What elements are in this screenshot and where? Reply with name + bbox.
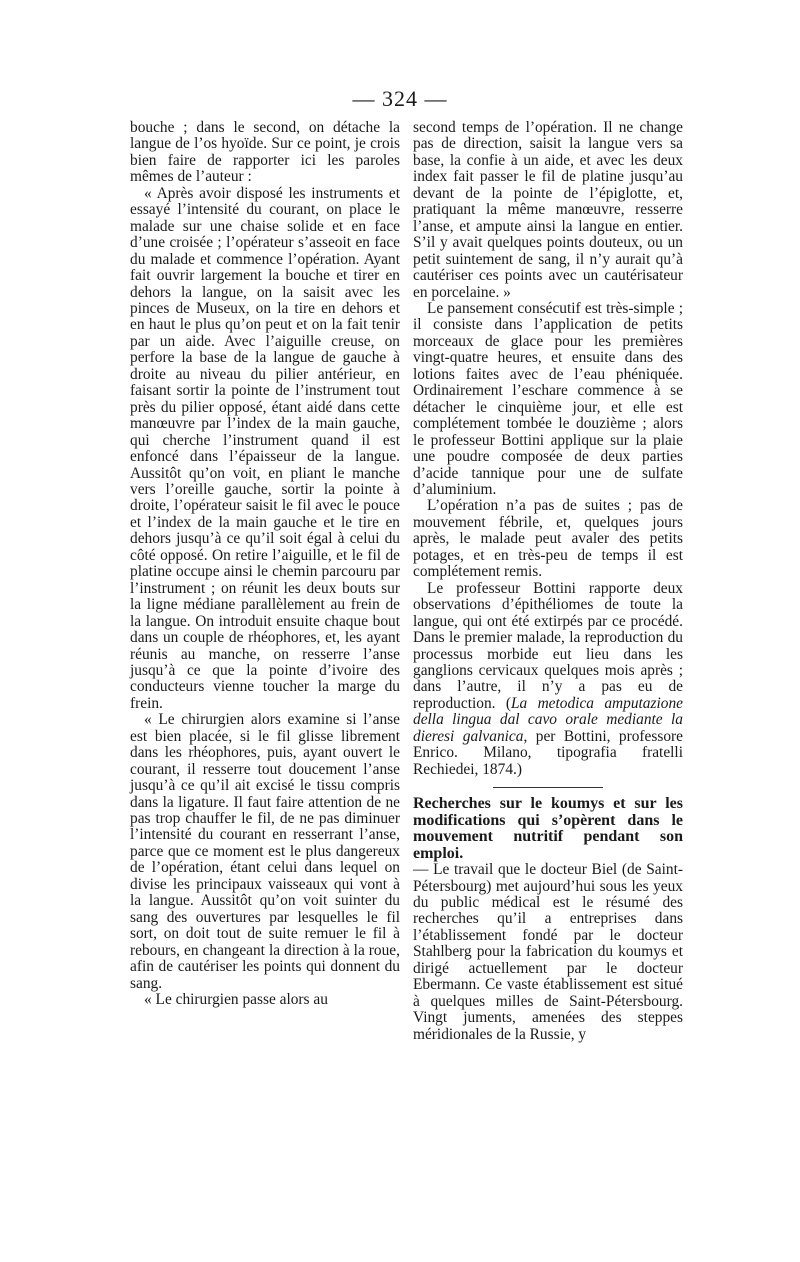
paragraph-text: Le professeur Bottini rapporte deux observations d’épithéliomes de toute la langue, qui ont été extirpés par ce procédé. Dans le premier malade, la reproduction du processus morbide eut lieu dans les ganglions cervicaux quelques mois après ; dans l’autre, il n’y a pas eu de reproduction. ( (413, 579, 683, 712)
left-column (130, 120, 400, 1008)
paragraph: Le pansement consécutif est très-simple ; il consiste dans l’application de petits morceaux de glace pour les premières vingt-quatre heures, et ensuite dans des lotions faites avec de l’eau phéniquée. Ordinairement l’eschare commence à se détacher le cinquième jour, et elle est complétement tombée le douzième ; alors le professeur Bottini applique sur la plaie une poudre composée de deux parties d’acide tannique pour une de sulfate d’aluminium. (413, 299, 683, 498)
section-heading: Recherches sur le koumys et sur les modifications qui s’opèrent dans le mouvement nutritif pendant son emploi. (413, 795, 683, 862)
paragraph: L’opération n’a pas de suites ; pas de mouvement fébrile, et, quelques jours après, le malade peut avaler des petits potages, et en très-peu de temps il est complétement remis. (413, 497, 683, 581)
paragraph-with-citation (413, 581, 683, 778)
page-number: — 324 — (352, 86, 448, 111)
paragraph: — Le travail que le docteur Biel (de Saint-Pétersbourg) met aujourd’hui sous les yeux du public médical est le résumé des recherches qu’il a entreprises dans l’établissement fondé par le docteur Stahlberg pour la fabrication du koumys et dirigé actuellement par le docteur Ebermann. Ce vaste établissement est situé à quelques milles de Saint-Pétersbourg. Vingt juments, amenées des steppes méridionales de la Russie, y (413, 861, 683, 1043)
paragraph: « Après avoir disposé les instruments et essayé l’intensité du courant, on place le malade sur une chaise solide et en face d’une croisée ; l’opérateur s’asseoit en face du malade et commence l’opération. Ayant fait ouvrir largement la bouche et tirer en dehors la langue, on la saisit avec les pinces de Museux, on la tire en dehors et en haut le plus qu’on peut et on la fait tenir par un aide. Avec l’aiguille creuse, on perfore la base de la langue de gauche à droite au niveau du pilier antérieur, en faisant sortir la pointe de l’instrument tout près du pilier opposé, étant aidé dans cette manœuvre par l’index de la main gauche, qui cherche l’instrument quand il est enfoncé dans l’épaisseur de la langue. Aussitôt qu’on voit, en pliant le manche vers l’oreille gauche, sortir la pointe à droite, l’opérateur saisit le fil avec le pouce et l’index de la main gauche et le tire en dehors jusqu’à ce qu’il soit égal à celui du côté opposé. On retire l’aiguille, et le fil de platine occupe ainsi le chemin parcouru par l’instrument ; on réunit les deux bouts sur la ligne médiane parallèlement au frein de la langue. On introduit ensuite chaque bout dans un couple de rhéophores, et, les ayant réunis au manche, on resserre l’anse jusqu’à ce que la pointe d’ivoire des conducteurs vienne toucher la marge du frein. (130, 184, 400, 712)
paragraph: bouche ; dans le second, on détache la langue de l’os hyoïde. Sur ce point, je crois bien faire de rapporter ici les paroles mêmes de l’auteur : (130, 119, 400, 186)
right-column (413, 120, 683, 1043)
paragraph: « Le chirurgien passe alors au (144, 991, 328, 1009)
citation-title: La metodica amputazione della lingua dal cavo orale mediante la dieresi galvanica (413, 694, 683, 745)
section-divider (493, 787, 603, 788)
paragraph: second temps de l’opération. Il ne change pas de direction, saisit la langue vers sa base, la confie à un aide, et avec les deux index fait passer le fil de platine jusqu’au devant de la pointe de l’épiglotte, et, pratiquant la même manœuvre, resserre l’anse, et ampute ainsi la langue en entier. S’il y avait quelques points douteux, ou un petit suintement de sang, il n’y aurait qu’à cautériser ces points avec un cautérisateur en porcelaine. » (413, 119, 683, 301)
paragraph: « Le chirurgien alors examine si l’anse est bien placée, si le fil glisse librement dans les rhéophores, puis, ayant ouvert le courant, il resserre tout doucement l’anse jusqu’à ce qu’il ait excisé le tissu compris dans la ligature. Il faut faire attention de ne pas trop chauffer le fil, de ne pas diminuer l’intensité du courant en resserrant l’anse, parce que ce moment est le plus dangereux de l’opération, étant celui dans lequel on divise les principaux vaisseaux qui vont à la langue. Aussitôt qu’on voit suinter du sang des ouvertures par lesquelles le fil sort, on doit tout de suite remuer le fil à rebours, en changeant la direction à la roue, afin de cautériser les points qui donnent du sang. (130, 711, 400, 992)
citation-details: , per Bottini, professore Enrico. Milano, tipografia fratelli Rechiedei, 1874.) (413, 727, 683, 778)
